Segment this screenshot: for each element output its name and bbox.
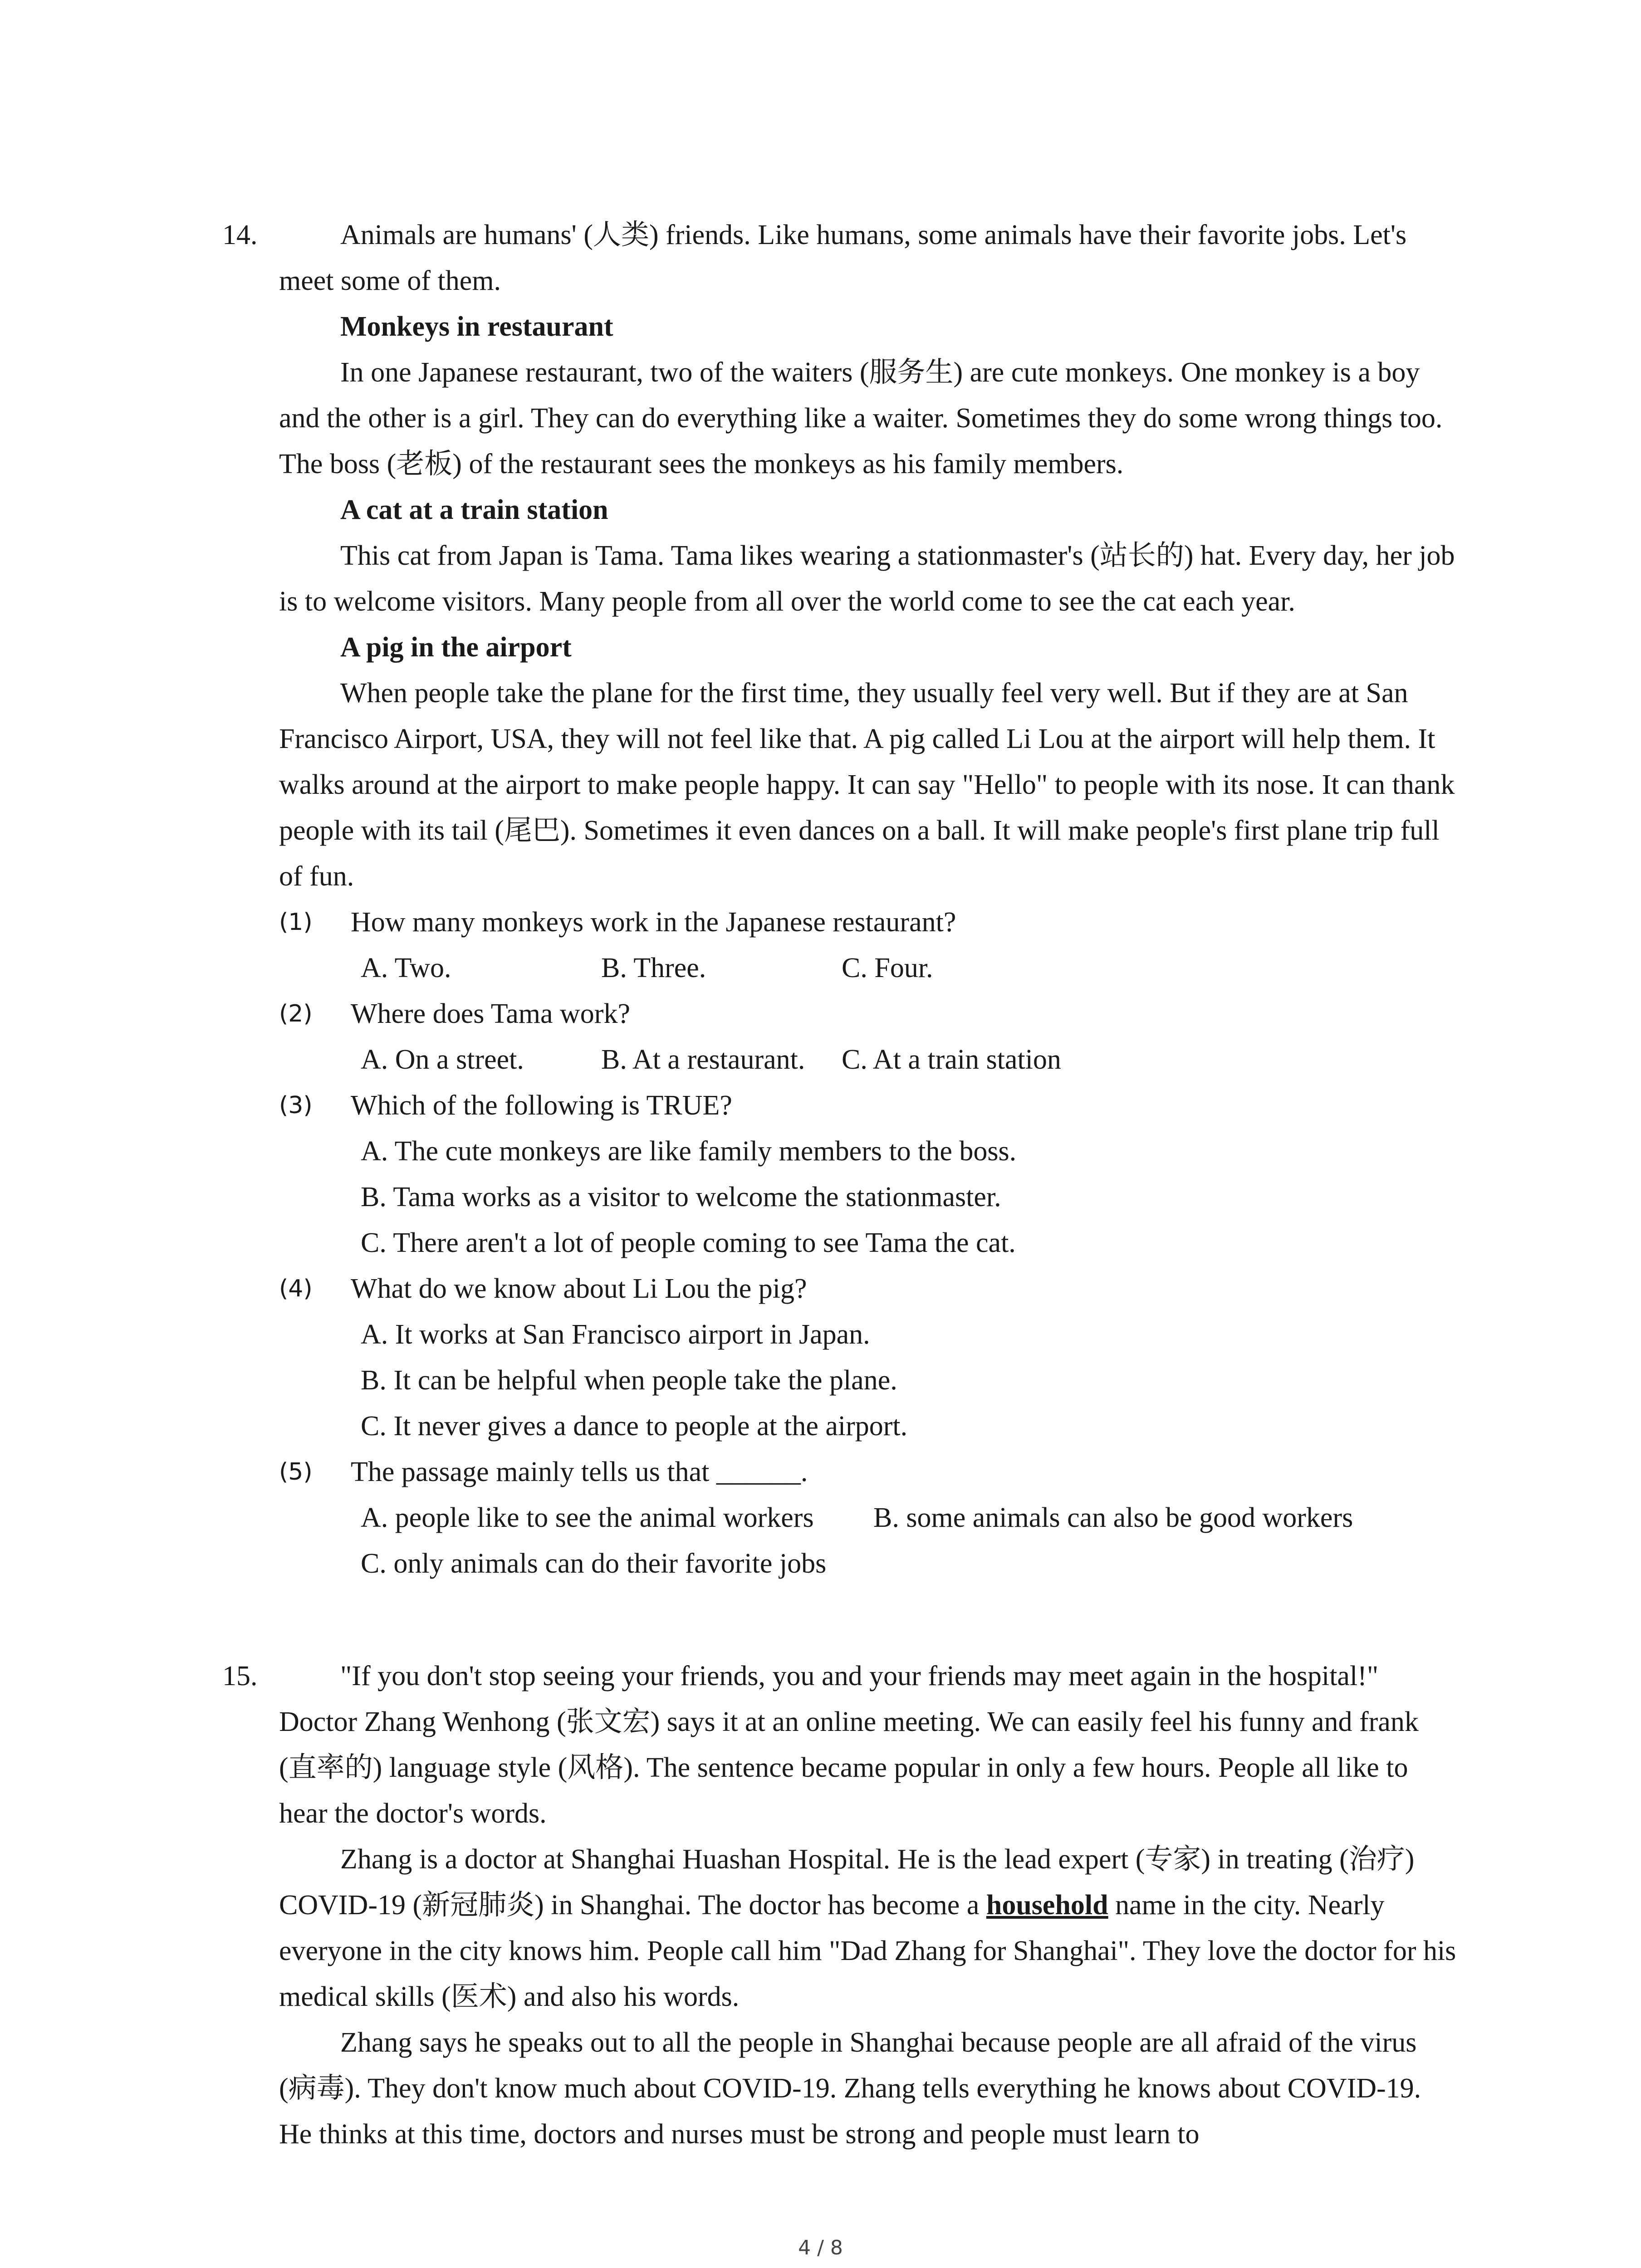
option-b: B. Three. — [601, 953, 706, 983]
section-text-cat: This cat from Japan is Tama. Tama likes wearing a stationmaster's (站长的) hat. Every day, her job is to welcome visitors. Many people from all over the world come to see the cat each year. — [279, 540, 1455, 617]
option-c: C. It never gives a dance to people at the airport. — [361, 1411, 908, 1442]
option-b: B. At a restaurant. — [601, 1044, 805, 1075]
option-b: B. Tama works as a visitor to welcome the stationmaster. — [361, 1182, 1001, 1212]
sub-question-stem: Where does Tama work? — [351, 998, 630, 1029]
option-a: A. It works at San Francisco airport in Japan. — [361, 1319, 870, 1350]
paragraph-text: name in the city. Nearly everyone in the city knows him. People call him "Dad Zhang for Shanghai". They love the doctor for his medical skills (医术) and also his words. — [279, 1890, 1456, 2012]
option-a: A. Two. — [361, 953, 451, 983]
sub-question-1 — [279, 899, 1459, 945]
section-heading-pig: A pig in the airport — [340, 632, 572, 663]
sub-question-5 — [279, 1449, 1459, 1495]
page-number: 4 / 8 — [798, 2236, 843, 2259]
section-text-monkeys: In one Japanese restaurant, two of the waiters (服务生) are cute monkeys. One monkey is a boy and the other is a girl. They can do everything like a waiter. Sometimes they do some wrong things too. The boss (老板) of the restaurant sees the monkeys as his family members. — [279, 357, 1443, 479]
option-c: C. Four. — [842, 953, 933, 983]
passage-paragraph-3: Zhang says he speaks out to all the people in Shanghai because people are all afraid of the virus (病毒). They don't know much about COVID-19. Zhang tells everything he knows about COVID-19. He thinks at this time, doctors and nurses must be strong and people must learn to — [279, 2027, 1421, 2150]
sub-question-stem: What do we know about Li Lou the pig? — [351, 1273, 807, 1304]
question-14-passage — [279, 212, 1459, 1587]
options-row — [279, 1037, 1459, 1083]
options-row — [279, 945, 1459, 991]
passage-paragraph-2 — [279, 1837, 1459, 2020]
paragraph-text: Zhang is a doctor at Shanghai Huashan Hospital. He is the lead expert (专家) in treating (治疗) COVID-19 (新冠肺炎) in Shanghai. The doctor has become a — [279, 1844, 1415, 1921]
section-text-pig: When people take the plane for the first time, they usually feel very well. But if they are at San Francisco Airport, USA, they will not feel like that. A pig called Li Lou at the airport will help them. It walks around at the airport to make people happy. It can say "Hello" to people with its nose. It can thank people with its tail (尾巴). Sometimes it even dances on a ball. It will make people's first plane trip full of fun. — [279, 678, 1455, 892]
passage-paragraph-1: "If you don't stop seeing your friends, you and your friends may meet again in the hospital!" Doctor Zhang Wenhong (张文宏) says it at an online meeting. We can easily feel his funny and frank (直率的) language style (风格). The sentence became popular in only a few hours. People all like to hear the doctor's words. — [279, 1661, 1419, 1829]
option-b: B. It can be helpful when people take the plane. — [361, 1365, 897, 1396]
option-a: A. people like to see the animal workers — [361, 1502, 814, 1533]
sub-question-label: (1) — [279, 909, 313, 936]
option-c: C. only animals can do their favorite jobs — [361, 1548, 827, 1579]
question-number-14: 14. — [222, 220, 258, 250]
question-number-15: 15. — [222, 1661, 258, 1691]
sub-question-stem: How many monkeys work in the Japanese restaurant? — [351, 907, 956, 938]
option-c: C. At a train station — [842, 1044, 1061, 1075]
sub-question-2 — [279, 991, 1459, 1037]
sub-question-stem: Which of the following is TRUE? — [351, 1090, 732, 1121]
option-a: A. The cute monkeys are like family members to the boss. — [361, 1136, 1017, 1167]
sub-question-3 — [279, 1083, 1459, 1129]
section-heading-monkeys: Monkeys in restaurant — [340, 311, 613, 342]
option-a: A. On a street. — [361, 1044, 524, 1075]
section-heading-cat: A cat at a train station — [340, 494, 608, 525]
sub-question-label: (4) — [279, 1275, 313, 1302]
sub-question-stem: The passage mainly tells us that ______. — [351, 1457, 808, 1487]
question-15-passage — [279, 1653, 1459, 2157]
sub-question-label: (5) — [279, 1458, 313, 1486]
sub-question-4 — [279, 1266, 1459, 1312]
sub-question-label: (2) — [279, 1000, 313, 1027]
option-b: B. some animals can also be good workers — [873, 1502, 1353, 1533]
option-c: C. There aren't a lot of people coming to see Tama the cat. — [361, 1227, 1016, 1258]
options-row — [279, 1495, 1459, 1541]
sub-question-label: (3) — [279, 1092, 313, 1119]
underlined-word: household — [986, 1890, 1108, 1921]
passage-intro: Animals are humans' (人类) friends. Like humans, some animals have their favorite jobs. Let's meet some of them. — [279, 220, 1407, 296]
